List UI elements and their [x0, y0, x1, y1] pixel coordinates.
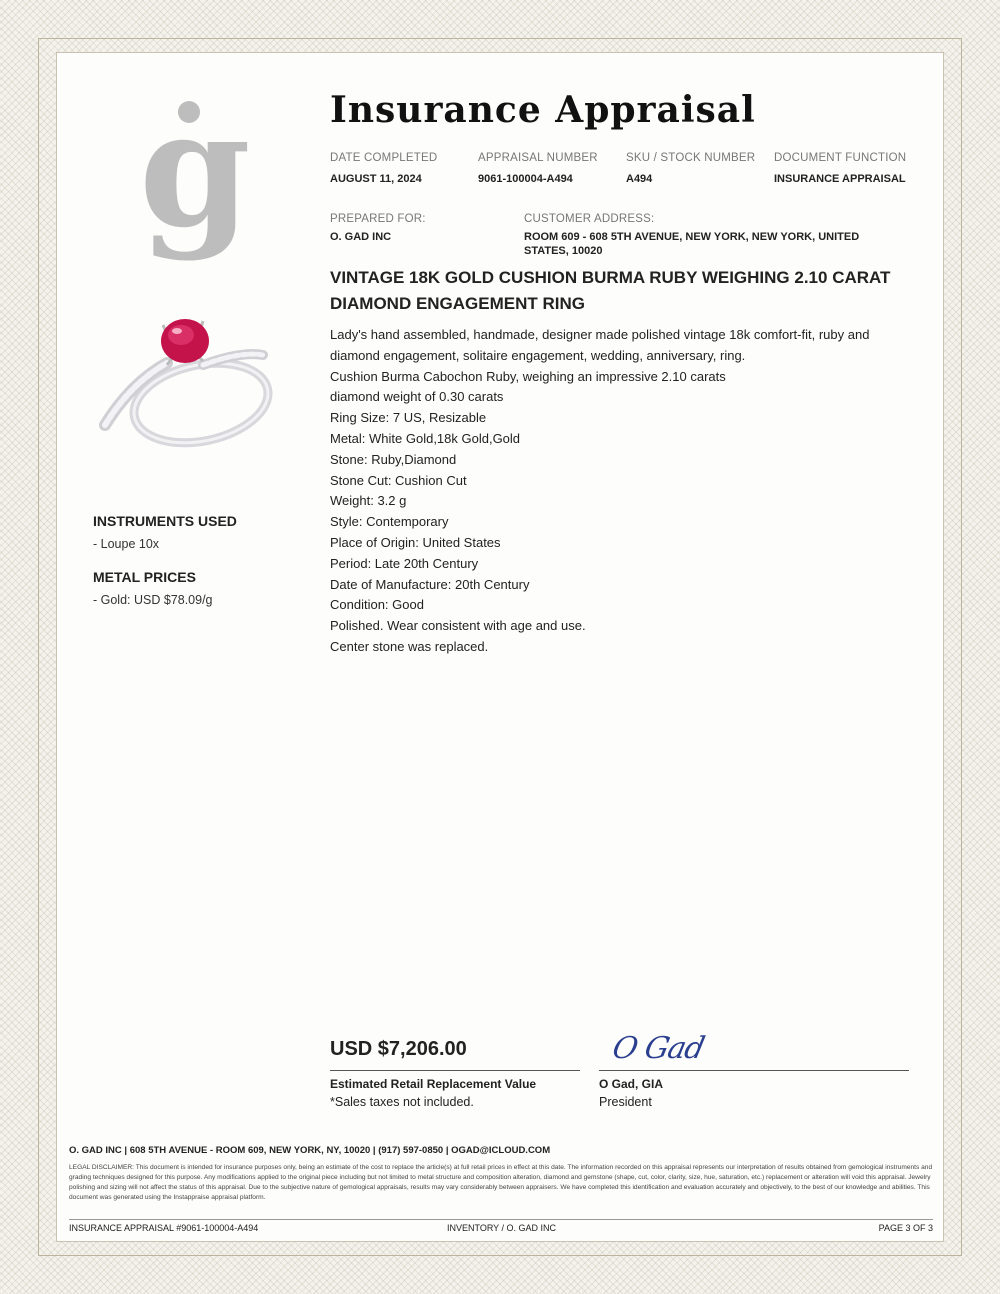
description-line: Polished. Wear consistent with age and use.	[330, 618, 586, 634]
footer-address: O. GAD INC | 608 5TH AVENUE - ROOM 609, NEW YORK, NY, 10020 | (917) 597-0850 | OGAD@ICLOUD.COM	[69, 1145, 551, 1156]
meta-appraisal-number	[478, 152, 598, 186]
ring-illustration	[91, 303, 281, 463]
meta-label: APPRAISAL NUMBER	[478, 152, 598, 164]
certificate-panel	[56, 52, 944, 1242]
value-caption-block	[330, 1077, 536, 1109]
description-line: Period: Late 20th Century	[330, 555, 479, 571]
item-title: VINTAGE 18K GOLD CUSHION BURMA RUBY WEIGHING 2.10 CARAT DIAMOND ENGAGEMENT RING	[330, 268, 891, 313]
customer-address	[524, 213, 904, 258]
description-line: diamond engagement, solitaire engagement, wedding, anniversary, ring.	[330, 347, 746, 363]
metal-prices-section	[93, 569, 213, 607]
meta-value: AUGUST 11, 2024	[330, 173, 422, 185]
company-logo	[139, 75, 251, 277]
meta-label: DATE COMPLETED	[330, 152, 438, 164]
description-line: Weight: 3.2 g	[330, 493, 407, 509]
description-line: Stone Cut: Cushion Cut	[330, 472, 467, 488]
footer-rule	[69, 1219, 933, 1220]
footer-appraisal-ref: INSURANCE APPRAISAL #9061-100004-A494	[69, 1223, 259, 1233]
description-line: Stone: Ruby,Diamond	[330, 451, 457, 467]
meta-date	[330, 152, 437, 186]
instruments-section	[93, 513, 237, 551]
metal-prices-value: - Gold: USD $78.09/g	[93, 593, 213, 607]
customer-address-value: ROOM 609 - 608 5TH AVENUE, NEW YORK, NEW YORK, UNITED STATES, 10020	[524, 231, 860, 257]
description-line: Date of Manufacture: 20th Century	[330, 576, 530, 592]
meta-label: DOCUMENT FUNCTION	[774, 152, 907, 164]
instruments-value: - Loupe 10x	[93, 537, 160, 551]
ring-photo	[91, 303, 281, 463]
meta-value: A494	[626, 173, 653, 185]
signer-block	[599, 1077, 663, 1109]
description-line: Cushion Burma Cabochon Ruby, weighing an impressive 2.10 carats	[330, 368, 726, 384]
customer-address-label: CUSTOMER ADDRESS:	[524, 213, 655, 225]
description-line: Condition: Good	[330, 597, 424, 613]
value-rule	[330, 1070, 580, 1071]
meta-value: 9061-100004-A494	[478, 173, 573, 185]
prepared-for	[330, 213, 426, 244]
meta-sku	[626, 152, 755, 186]
page-number: PAGE 3 OF 3	[878, 1223, 933, 1233]
signature-rule	[599, 1070, 909, 1071]
description-line: Center stone was replaced.	[330, 638, 489, 654]
value-caption: Estimated Retail Replacement Value	[330, 1077, 537, 1091]
description-line: Ring Size: 7 US, Resizable	[330, 410, 487, 426]
instruments-heading: INSTRUMENTS USED	[93, 513, 237, 529]
logo-letter: g	[139, 75, 251, 263]
description-line: Lady's hand assembled, handmade, designer made polished vintage 18k comfort-fit, ruby and	[330, 327, 870, 342]
description-line: Style: Contemporary	[330, 514, 449, 530]
description-line: Metal: White Gold,18k Gold,Gold	[330, 430, 521, 446]
metal-prices-heading: METAL PRICES	[93, 569, 196, 585]
legal-disclaimer: LEGAL DISCLAIMER: This document is intended for insurance purposes only, being an estimate of the cost to replace the article(s) at full retail prices in effect at this date. The information recorded on this appraisal represents our interpretation of results obtained from gemological instruments and grading techniques designed for this purpose. Any modifications applied to the original piece including but not limited to metal structure and composition alteration, diamond and gemstone (shape, cut, color, clarity, size, hue, saturation, etc.) replacement or alteration will void this appraisal. Jewelry polishing and sizing will not affect the status of this appraisal. Due to the subjective nature of gemological appraisals, results may vary considerably between appraisers. We have completed this identification and evaluation accurately and objectively, to the best of our knowledge and abilities. This document was generated using the Instappraise appraisal platform.	[69, 1164, 933, 1201]
footer-inventory: INVENTORY / O. GAD INC	[447, 1223, 557, 1233]
footer-bar	[69, 1221, 933, 1235]
description-line: Place of Origin: United States	[330, 534, 501, 550]
prepared-for-value: O. GAD INC	[330, 231, 392, 243]
meta-value: INSURANCE APPRAISAL	[774, 173, 906, 185]
appraised-value: USD $7,206.00	[330, 1038, 467, 1060]
signature-script: O Gad	[609, 1031, 707, 1066]
meta-label: SKU / STOCK NUMBER	[626, 152, 756, 164]
prepared-for-label: PREPARED FOR:	[330, 213, 426, 225]
signer-name: O Gad, GIA	[599, 1077, 664, 1091]
tax-note: *Sales taxes not included.	[330, 1095, 474, 1109]
signer-role: President	[599, 1095, 652, 1109]
description-line: diamond weight of 0.30 carats	[330, 389, 504, 405]
document-title: Insurance Appraisal	[330, 89, 756, 131]
item-description	[330, 325, 920, 658]
meta-document-function	[774, 152, 906, 186]
